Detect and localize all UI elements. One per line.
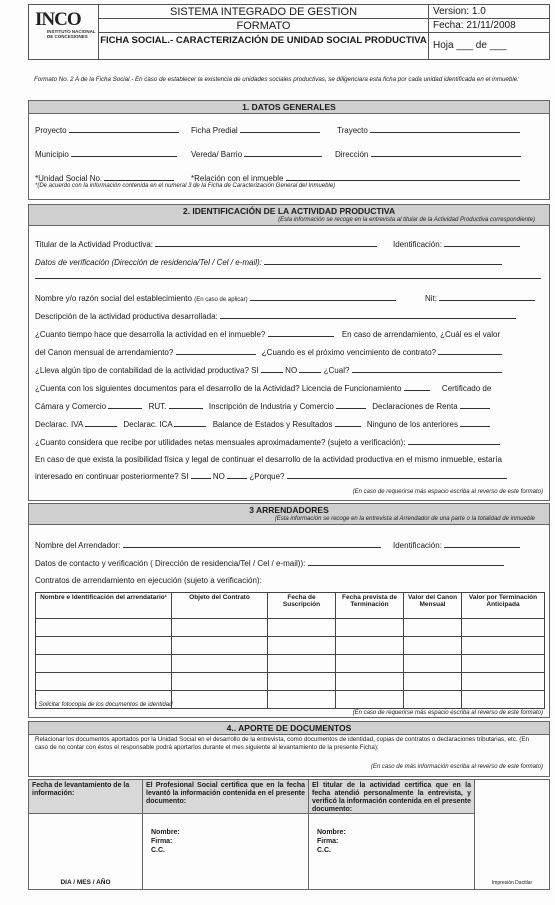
ninguno-label: Ninguno de los anteriores (366, 420, 458, 429)
table-cell[interactable] (268, 637, 336, 655)
verificacion-row (35, 257, 502, 267)
table-cell[interactable] (336, 619, 404, 637)
arrendador-row (35, 540, 381, 550)
iva-label: Declarac. IVA (35, 420, 83, 429)
ica-field[interactable] (174, 419, 206, 427)
camara-label: Cámara y Comercio (35, 402, 107, 411)
razon-social-field[interactable] (250, 293, 396, 301)
rut-field[interactable] (169, 401, 203, 409)
col-canon: Valor del Canon Mensual (404, 593, 462, 619)
date-label: Fecha: 21/11/2008 (429, 19, 549, 33)
utilidades-row (35, 437, 500, 447)
logo-text: INCO (35, 9, 81, 30)
ficha-row (191, 125, 320, 135)
unidad-field[interactable] (104, 173, 174, 181)
canon-field[interactable] (176, 347, 256, 355)
intro-text: Formato No. 2 A de la Ficha Social.- En caso de establecer la existencia de unidades sociales productivas, se diligenciara esta ficha por cada unidad identificada en el inmueble: (34, 76, 519, 83)
form-title: FICHA SOCIAL.- CARACTERIZACIÓN DE UNIDAD SOCIAL PRODUCTIVA (100, 35, 427, 46)
header-meta (429, 5, 549, 59)
canon-row (35, 347, 502, 357)
industria-field[interactable] (336, 401, 366, 409)
titular-field[interactable] (155, 239, 377, 247)
contratos-label: Contratos de arrendamiento en ejecución (sujeto a verificación): (35, 576, 262, 585)
titular-label: Titular de la Actividad Productiva: (35, 240, 153, 249)
table-cell[interactable] (404, 655, 462, 673)
section-2-note: (En caso de requerirse más espacio escriba al reverso de este formato) (352, 489, 543, 495)
form-header (28, 4, 550, 60)
camara-field[interactable] (108, 401, 142, 409)
table-cell[interactable] (404, 637, 462, 655)
section-4-text: Relacionar los documentos aportados por la Unidad Social en el desarrollo de la entrevista, como documentos de identidad, copias de contratos o declaraciones tributarias, etc. (En caso de no contar con éstos el responsable podrá aportarlos durante el mes siguiente al levantamiento de la presente Ficha): (35, 736, 529, 751)
table-cell[interactable] (462, 673, 545, 691)
contabilidad-no-label: NO (285, 366, 298, 375)
page-label: Hoja ___ de ___ (433, 40, 507, 51)
trayecto-field[interactable] (370, 125, 520, 133)
direccion-row (335, 149, 521, 159)
arrendador-label: Nombre del Arrendador: (35, 541, 121, 550)
fecha-heading: Fecha de levantamiento de la información: (29, 780, 142, 814)
arrendador-field[interactable] (123, 540, 381, 548)
identificacion-field[interactable] (444, 239, 520, 247)
proyecto-field[interactable] (69, 125, 179, 133)
col-suscripcion: Fecha de Suscripción (268, 593, 336, 619)
arrendamiento-label: En caso de arrendamiento, ¿Cuál es el valor (341, 330, 501, 339)
table-cell[interactable] (462, 619, 545, 637)
section-arrendadores (28, 503, 550, 718)
table-row (36, 619, 545, 637)
titular-nombre-label: Nombre: (317, 829, 346, 836)
contabilidad-no-field[interactable] (299, 365, 321, 373)
section-1-note: *(De acuerdo con la información contenida en el numeral 3 de la Ficha de Caracterización General del Inmueble) (35, 183, 336, 189)
table-cell[interactable] (404, 619, 462, 637)
continuidad-row (35, 455, 502, 464)
interesado-no-field[interactable] (227, 471, 247, 479)
logo (29, 5, 99, 59)
table-cell[interactable] (172, 637, 268, 655)
nit-label: Nit: (425, 294, 437, 303)
ica-label: Declarac. ICA (123, 420, 173, 429)
cual-field[interactable] (352, 365, 502, 373)
unidad-label: *Unidad Social No. (35, 174, 103, 183)
ninguno-field[interactable] (460, 419, 490, 427)
table-cell[interactable] (36, 619, 172, 637)
profesional-nombre-label: Nombre: (151, 829, 180, 836)
format-label: FORMATO (99, 19, 428, 33)
table-cell[interactable] (268, 619, 336, 637)
ficha-field[interactable] (240, 125, 320, 133)
renta-field[interactable] (460, 401, 490, 409)
titular-row (35, 239, 377, 249)
section-2-subtitle: (Esta información se recoge en la entrevista al titular de la Actividad Productiva correspondiente) (278, 217, 535, 223)
table-cell[interactable] (268, 673, 336, 691)
tiempo-row (35, 329, 500, 339)
profesional-cc-label: C.C. (151, 847, 165, 854)
contacto-field[interactable] (308, 558, 504, 566)
ficha-label: Ficha Predial (191, 126, 238, 135)
nit-field[interactable] (439, 293, 535, 301)
relacion-label: *Relación con el inmueble (191, 174, 284, 183)
licencia-field[interactable] (404, 383, 430, 391)
system-name: SISTEMA INTEGRADO DE GESTION (99, 5, 428, 19)
section-3-heading: 3 ARRENDADORES (249, 505, 329, 515)
porque-label: ¿Porque? (249, 472, 285, 481)
municipio-row (35, 149, 177, 159)
section-3-subtitle: (Esta información se recoge en la entrevista al Arrendador de una parte o la totalidad de inmueble (274, 516, 535, 522)
descripcion-field[interactable] (220, 311, 516, 319)
certificado-label: Certificado de (441, 384, 492, 393)
identificacion-row (393, 239, 520, 249)
titular-signature (317, 828, 346, 855)
interesado-row (35, 471, 507, 481)
fecha-column (29, 780, 143, 889)
profesional-signature (151, 828, 180, 855)
table-cell[interactable] (36, 673, 172, 691)
table-footnote: ¹ Solicitar fotocopia de los documentos de identidad (35, 702, 173, 708)
table-cell[interactable] (172, 655, 268, 673)
utilidades-label: ¿Cuanto considera que recibe por utilidades netas mensuales aproximadamente? (sujeto a verificación): (35, 438, 406, 447)
proyecto-row (35, 125, 179, 135)
vencimiento-label: ¿Cuando es el próximo vencimiento de contrato? (261, 348, 437, 357)
canon-label: del Canon mensual de arrendamiento? (35, 348, 174, 357)
section-aporte-documentos (28, 721, 550, 777)
section-datos-generales (28, 100, 550, 200)
header-center (99, 5, 429, 59)
titular-cc-label: C.C. (317, 847, 331, 854)
descripcion-row (35, 311, 516, 321)
porque-field[interactable] (287, 471, 507, 479)
trayecto-row (337, 125, 520, 135)
table-cell[interactable] (172, 619, 268, 637)
col-arrendatario: Nombre e Identificación del arrendatario¹ (36, 593, 172, 619)
section-4-title: 4.. APORTE DE DOCUMENTOS (29, 722, 549, 735)
vencimiento-field[interactable] (438, 347, 502, 355)
razon-social-row (35, 293, 396, 303)
col-anticipada: Valor por Terminación Anticipada (462, 593, 545, 619)
contratos-row (35, 576, 262, 585)
profesional-column (143, 780, 309, 889)
municipio-field[interactable] (71, 149, 177, 157)
documentos-row-2 (35, 401, 490, 411)
documentos-row (35, 383, 491, 393)
verificacion-row-2 (35, 271, 541, 281)
titular-firma-label: Firma: (317, 838, 339, 845)
contabilidad-label: ¿Lleva algún tipo de contabilidad de la actividad productiva? SI (35, 366, 259, 375)
rut-label: RUT. (148, 402, 167, 411)
contacto-row (35, 558, 504, 568)
table-cell[interactable] (404, 673, 462, 691)
verificacion-field[interactable] (264, 257, 502, 265)
arrendador-id-row (393, 540, 520, 550)
trayecto-label: Trayecto (337, 126, 368, 135)
table-cell[interactable] (268, 655, 336, 673)
renta-label: Declaraciones de Renta (372, 402, 458, 411)
col-terminacion: Fecha prevista de Terminación (336, 593, 404, 619)
nit-row (425, 293, 535, 303)
documentos-row-3 (35, 419, 490, 429)
table-cell[interactable] (336, 637, 404, 655)
interesado-si-field[interactable] (191, 471, 211, 479)
contabilidad-row (35, 365, 502, 375)
table-header-row (36, 593, 545, 619)
section-2-title (29, 205, 549, 226)
titular-column (309, 780, 475, 889)
profesional-heading: El Profesional Social certifica que en la fecha levantó la información contenida en el presente documento: (143, 780, 308, 814)
section-4-note: (En caso de más información escriba al reverso de este formato) (370, 764, 543, 770)
table-cell[interactable] (462, 691, 545, 709)
contacto-label: Datos de contacto y verificación ( Dirección de residencia/Tel / Cel / e-mail)): (35, 559, 306, 568)
proyecto-label: Proyecto (35, 126, 67, 135)
municipio-label: Municipio (35, 150, 69, 159)
utilidades-field[interactable] (408, 437, 500, 445)
tiempo-field[interactable] (268, 329, 334, 337)
vereda-field[interactable] (244, 149, 322, 157)
table-cell[interactable] (404, 691, 462, 709)
logo-subtitle: INSTITUTO NACIONAL DE CONCESIONES (47, 29, 96, 39)
direccion-field[interactable] (371, 149, 521, 157)
table-cell[interactable] (172, 673, 268, 691)
table-cell[interactable] (336, 655, 404, 673)
documentos-label: ¿Cuenta con los siguientes documentos para el desarrollo de la Actividad? Licencia de Funcionamiento (35, 384, 402, 393)
descripcion-label: Descripción de la actividad productiva desarrollada: (35, 312, 218, 321)
interesado-no-label: NO (212, 472, 225, 481)
section-2-heading: 2. IDENTIFICACIÓN DE LA ACTIVIDAD PRODUCTIVA (182, 206, 396, 216)
verificacion-label: Datos de verificación (Dirección de residencia/Tel / Cel / e-mail): (35, 258, 262, 267)
table-cell[interactable] (172, 691, 268, 709)
table-row (36, 655, 545, 673)
vereda-row (191, 149, 322, 159)
section-3-title (29, 504, 549, 525)
huella-label[interactable]: Impresión Dactilar (491, 880, 533, 886)
vereda-label: Vereda/ Barrio (191, 150, 243, 159)
tiempo-label: ¿Cuanto tiempo hace que desarrolla la actividad en el inmueble? (35, 330, 266, 339)
titular-heading: El titular de la actividad certifica que en la fecha atendió personalmente la entrevista, y verificó la información contenida en el presente documento: (309, 780, 474, 814)
section-actividad-productiva (28, 204, 550, 501)
identificacion-label: Identificación: (393, 240, 442, 249)
profesional-firma-label: Firma: (151, 838, 173, 845)
table-cell[interactable] (36, 637, 172, 655)
relacion-field[interactable] (286, 173, 520, 181)
unidad-row (35, 173, 174, 183)
interesado-label: interesado en continuar posteriormente? SI (35, 472, 189, 481)
relacion-row (191, 173, 520, 183)
huella-column (475, 780, 549, 889)
table-cell[interactable] (336, 673, 404, 691)
col-objeto: Objeto del Contrato (172, 593, 268, 619)
iva-field[interactable] (85, 419, 117, 427)
table-row (36, 673, 545, 691)
version-label: Version: 1.0 (429, 5, 549, 19)
industria-label: Inscripción de Industria y Comercio (208, 402, 334, 411)
razon-social-label: Nombre y/o razón social del establecimiento (35, 294, 192, 303)
contabilidad-si-field[interactable] (261, 365, 283, 373)
table-cell[interactable] (462, 637, 545, 655)
table-cell[interactable] (462, 655, 545, 673)
balance-label: Balance de Estados y Resultados (212, 420, 333, 429)
table-row (36, 637, 545, 655)
direccion-label: Dirección (335, 150, 369, 159)
table-cell[interactable] (336, 691, 404, 709)
table-cell[interactable] (268, 691, 336, 709)
verificacion-field-2[interactable] (35, 271, 541, 279)
razon-social-hint: (En caso de aplicar) (194, 297, 248, 303)
signature-block (28, 779, 550, 890)
section-1-title: 1. DATOS GENERALES (29, 101, 549, 114)
table-cell[interactable] (36, 655, 172, 673)
balance-field[interactable] (335, 419, 361, 427)
fecha-format[interactable]: DIA / MES / AÑO (60, 879, 111, 886)
section-3-note: (En caso de requerirse más espacio escriba al reverso de este formato) (352, 710, 543, 716)
contratos-table (35, 592, 545, 709)
cual-label: ¿Cual? (323, 366, 350, 375)
arrendador-id-label: Identificación: (393, 541, 442, 550)
continuidad-label: En caso de que exista la posibilidad física y legal de continuar el desarrollo de la actividad productiva en el mismo inmueble, estaría (35, 455, 502, 464)
arrendador-id-field[interactable] (444, 540, 520, 548)
